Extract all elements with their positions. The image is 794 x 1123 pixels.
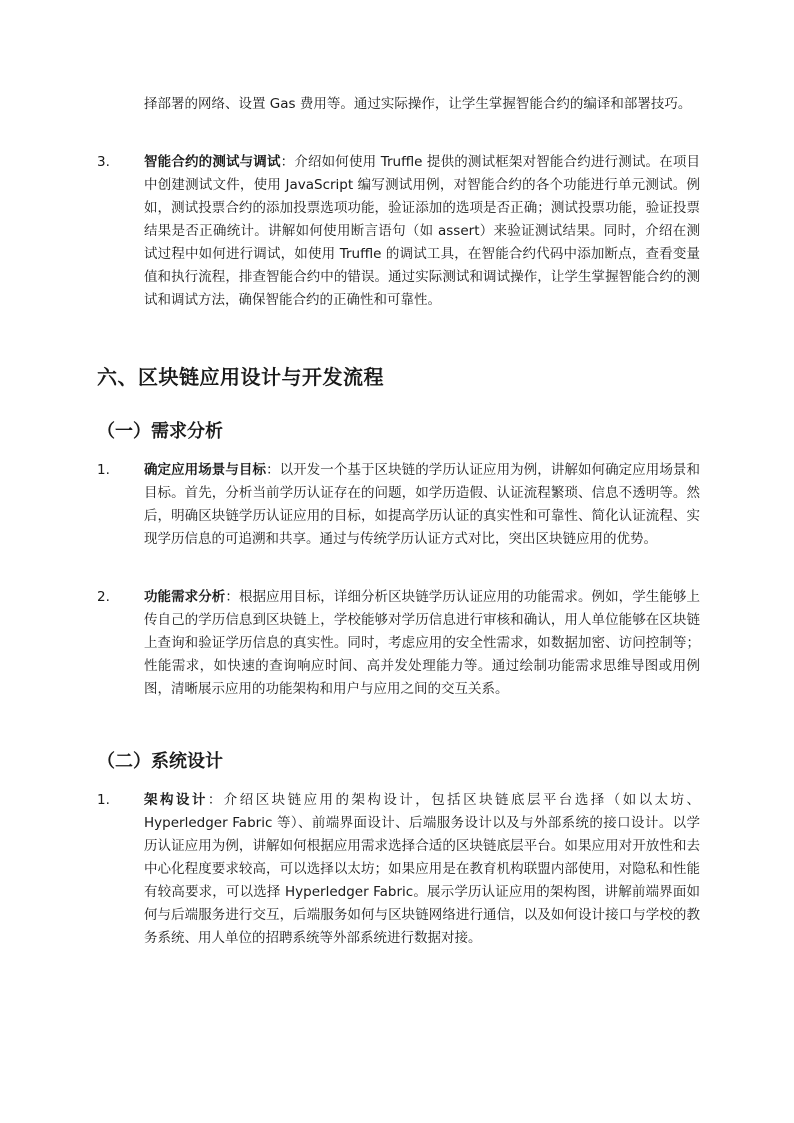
continuation-text: 择部署的网络、设置 Gas 费用等。通过实际操作，让学生掌握智能合约的编译和部署技巧。 [144,96,692,112]
list-item-separator: ： [280,154,295,170]
subsection-heading: （一）需求分析 [97,421,223,442]
list-item-body: 根据应用目标，详细分析区块链学历认证应用的功能需求。例如，学生能够上传自己的学历信息到区块链上，学校能够对学历信息进行审核和确认，用人单位能够在区块链上查询和验证学历信息的真实性。同时，考虑应用的安全性需求，如数据加密、访问控制等；性能需求，如快速的查询响应时间、高并发处理能力等。通过绘制功能需求思维导图或用例图，清晰展示应用的功能架构和用户与应用之间的交互关系。 [144,589,700,697]
list-item-title: 确定应用场景与目标 [144,462,267,478]
subsection-heading: （二）系统设计 [97,751,223,772]
list-item-number: 1. [97,462,110,478]
list-item-number: 1. [97,792,110,808]
list-item-separator: ： [207,792,224,808]
section-heading: 六、区块链应用设计与开发流程 [97,365,384,389]
continuation-paragraph [144,93,700,116]
list-item-number: 3. [97,154,110,170]
list-item-title: 功能需求分析 [144,589,226,605]
list-item-paragraph [144,151,700,312]
list-item-body: 以开发一个基于区块链的学历认证应用为例，讲解如何确定应用场景和目标。首先，分析当前学历认证存在的问题，如学历造假、认证流程繁琐、信息不透明等。然后，明确区块链学历认证应用的目标，如提高学历认证的真实性和可靠性、简化认证流程、实现学历信息的可追溯和共享。通过与传统学历认证方式对比，突出区块链应用的优势。 [144,462,700,547]
list-item-paragraph [144,586,700,701]
list-item-separator: ： [266,462,280,478]
list-item-paragraph [144,459,700,551]
list-item-paragraph [144,789,700,950]
list-item-number: 2. [97,589,110,605]
list-item-body: 介绍区块链应用的架构设计，包括区块链底层平台选择（如以太坊、Hyperledger Fabric 等）、前端界面设计、后端服务设计以及与外部系统的接口设计。以学历认证应用为例，讲解如何根据应用需求选择合适的区块链底层平台。如果应用对开放性和去中心化程度要求较高，可以选择以太坊；如果应用是在教育机构联盟内部使用，对隐私和性能有较高要求，可以选择 Hyperledger Fabric。展示学历认证应用的架构图，讲解前端界面如何与后端服务进行交互，后端服务如何与区块链网络进行通信，以及如何设计接口与学校的教务系统、用人单位的招聘系统等外部系统进行数据对接。 [144,792,701,946]
list-item-title: 智能合约的测试与调试 [144,154,281,170]
list-item-title: 架构设计 [144,792,208,808]
list-item-separator: ： [225,589,239,605]
list-item-body: 介绍如何使用 Truffle 提供的测试框架对智能合约进行测试。在项目中创建测试文件，使用 JavaScript 编写测试用例，对智能合约的各个功能进行单元测试。例如，测试投票合约的添加投票选项功能，验证添加的选项是否正确；测试投票功能，验证投票结果是否正确统计。讲解如何使用断言语句（如 assert）来验证测试结果。同时，介绍在测试过程中如何进行调试，如使用 Truffle 的调试工具，在智能合约代码中添加断点，查看变量值和执行流程，排查智能合约中的错误。通过实际测试和调试操作，让学生掌握智能合约的测试和调试方法，确保智能合约的正确性和可靠性。 [144,154,701,308]
